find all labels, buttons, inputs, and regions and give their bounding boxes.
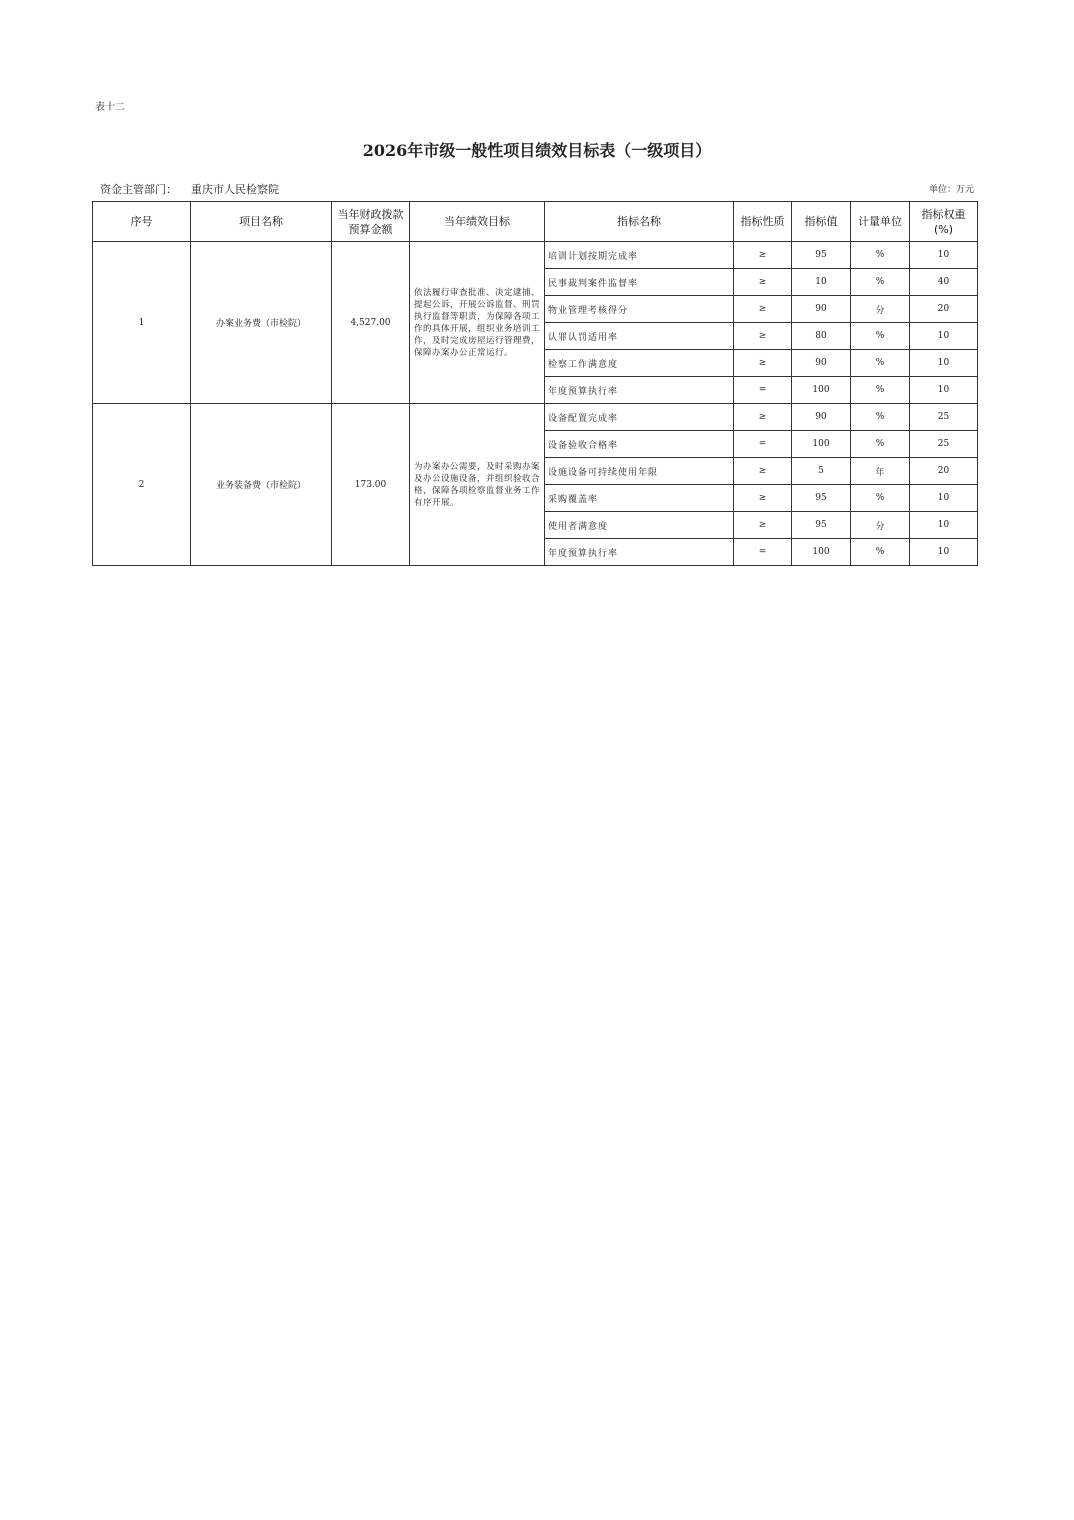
header-weight (910, 202, 978, 242)
indicator-unit: 年 (851, 458, 910, 485)
indicator-name: 认罪认罚适用率 (545, 323, 734, 350)
indicator-name: 采购覆盖率 (545, 485, 734, 512)
header-nature: 指标性质 (734, 202, 792, 242)
indicator-nature: ≥ (734, 269, 792, 296)
indicator-unit: % (851, 431, 910, 458)
indicator-nature: = (734, 377, 792, 404)
table-body (93, 242, 978, 566)
header-project-name: 项目名称 (191, 202, 332, 242)
indicator-nature: ≥ (734, 404, 792, 431)
indicator-unit: % (851, 377, 910, 404)
indicator-unit: % (851, 539, 910, 566)
indicator-value: 100 (792, 431, 851, 458)
table-row (93, 404, 978, 431)
page-title: 2026年市级一般性项目绩效目标表（一级项目） (362, 141, 712, 160)
indicator-unit: % (851, 242, 910, 269)
project-seq: 1 (93, 242, 191, 404)
header-budget-line2: 预算金额 (348, 222, 393, 236)
indicator-weight: 10 (910, 539, 978, 566)
table-row (93, 242, 978, 269)
header-seq: 序号 (93, 202, 191, 242)
indicator-name: 设备配置完成率 (545, 404, 734, 431)
indicator-value: 95 (792, 512, 851, 539)
indicator-unit: % (851, 350, 910, 377)
indicator-unit: % (851, 323, 910, 350)
indicator-value: 10 (792, 269, 851, 296)
department-line (100, 181, 279, 197)
project-budget: 173.00 (332, 404, 410, 566)
indicator-weight: 40 (910, 269, 978, 296)
indicator-value: 80 (792, 323, 851, 350)
indicator-unit: 分 (851, 512, 910, 539)
indicator-nature: ≥ (734, 485, 792, 512)
department-label: 资金主管部门： (100, 183, 177, 196)
indicator-value: 100 (792, 377, 851, 404)
department-name: 重庆市人民检察院 (191, 183, 279, 196)
table-number: 表十二 (95, 102, 125, 113)
header-unit: 计量单位 (851, 202, 910, 242)
indicator-name: 年度预算执行率 (545, 377, 734, 404)
project-name: 业务装备费（市检院） (191, 404, 332, 566)
indicator-value: 5 (792, 458, 851, 485)
indicator-value: 90 (792, 404, 851, 431)
indicator-weight: 10 (910, 512, 978, 539)
header-row (93, 202, 978, 242)
indicator-nature: ≥ (734, 512, 792, 539)
indicator-nature: ≥ (734, 242, 792, 269)
indicator-value: 90 (792, 296, 851, 323)
indicator-weight: 10 (910, 323, 978, 350)
indicator-nature: = (734, 539, 792, 566)
indicator-name: 使用者满意度 (545, 512, 734, 539)
unit-label: 单位：万元 (928, 185, 974, 195)
indicator-name: 民事裁判案件监督率 (545, 269, 734, 296)
indicator-value: 95 (792, 485, 851, 512)
indicator-name: 设施设备可持续使用年限 (545, 458, 734, 485)
indicator-name: 设备验收合格率 (545, 431, 734, 458)
indicator-unit: % (851, 404, 910, 431)
indicator-name: 检察工作满意度 (545, 350, 734, 377)
header-value: 指标值 (792, 202, 851, 242)
indicator-weight: 20 (910, 296, 978, 323)
indicator-unit: % (851, 485, 910, 512)
project-seq: 2 (93, 404, 191, 566)
indicator-value: 95 (792, 242, 851, 269)
performance-table (92, 201, 978, 566)
indicator-weight: 10 (910, 485, 978, 512)
indicator-name: 物业管理考核得分 (545, 296, 734, 323)
indicator-value: 90 (792, 350, 851, 377)
indicator-weight: 25 (910, 404, 978, 431)
header-goal: 当年绩效目标 (410, 202, 545, 242)
indicator-name: 年度预算执行率 (545, 539, 734, 566)
header-weight-line1: 指标权重 (921, 207, 966, 221)
header-budget-line1: 当年财政拨款 (337, 207, 404, 221)
indicator-weight: 10 (910, 242, 978, 269)
indicator-nature: ≥ (734, 323, 792, 350)
indicator-nature: ≥ (734, 458, 792, 485)
project-goal: 依法履行审查批准、决定逮捕、提起公诉，开展公诉监督、刑罚执行监督等职责，为保障各项工作的具体开展，组织业务培训工作，及时完成房屋运行管理费，保障办案办公正常运行。 (410, 242, 545, 404)
project-budget: 4,527.00 (332, 242, 410, 404)
indicator-weight: 20 (910, 458, 978, 485)
indicator-unit: % (851, 269, 910, 296)
header-weight-line2: (%) (933, 222, 954, 236)
indicator-nature: ≥ (734, 350, 792, 377)
indicator-weight: 25 (910, 431, 978, 458)
indicator-nature: ≥ (734, 296, 792, 323)
project-goal: 为办案办公需要，及时采购办案及办公设施设备，并组织验收合格，保障各项检察监督业务工作有序开展。 (410, 404, 545, 566)
header-budget (332, 202, 410, 242)
indicator-weight: 10 (910, 350, 978, 377)
project-name: 办案业务费（市检院） (191, 242, 332, 404)
indicator-nature: = (734, 431, 792, 458)
indicator-value: 100 (792, 539, 851, 566)
indicator-unit: 分 (851, 296, 910, 323)
header-indicator-name: 指标名称 (545, 202, 734, 242)
indicator-weight: 10 (910, 377, 978, 404)
indicator-name: 培训计划按期完成率 (545, 242, 734, 269)
